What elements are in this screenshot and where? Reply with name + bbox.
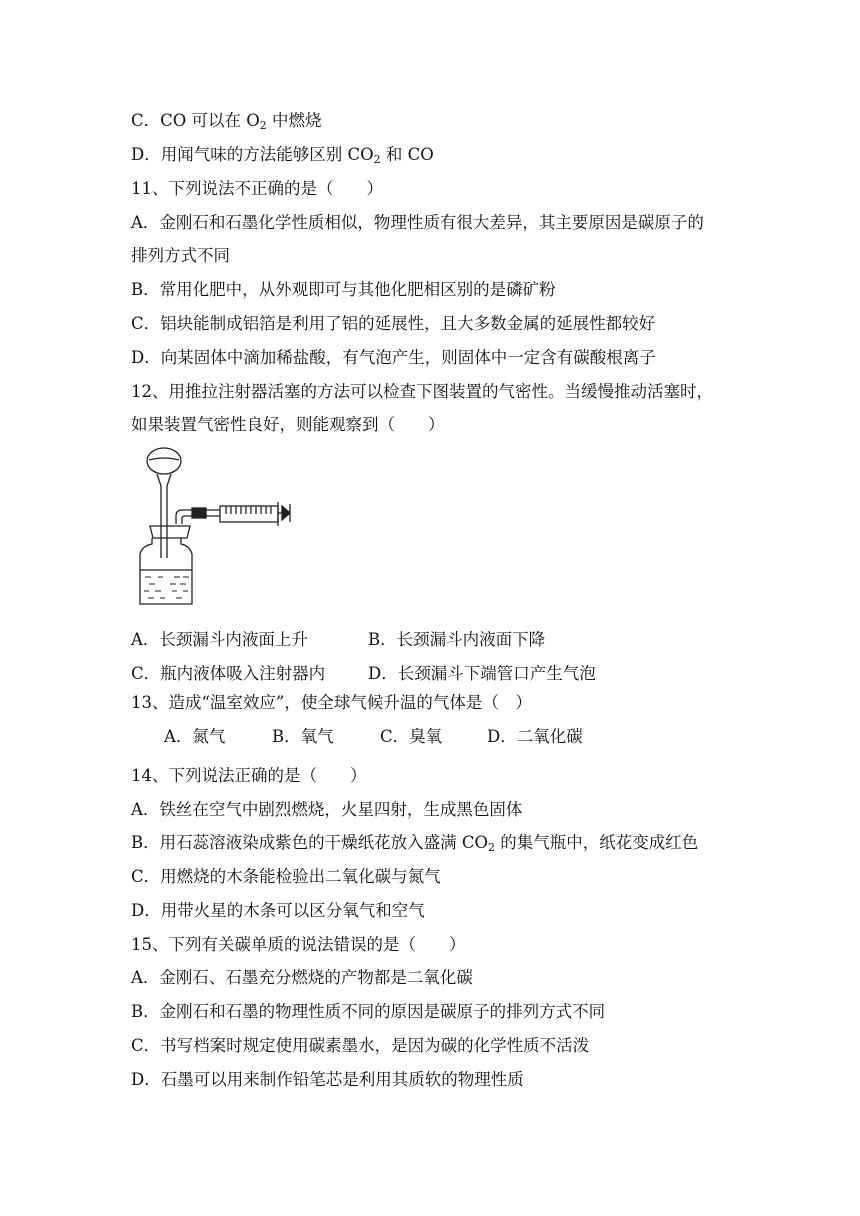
option-11a-continued: 排列方式不同: [131, 246, 230, 265]
question-12-stem: 12、用推拉注射器活塞的方法可以检查下图装置的气密性。当缓慢推动活塞时，: [131, 382, 713, 401]
option-15b: B．金刚石和石墨的物理性质不同的原因是碳原子的排列方式不同: [131, 1002, 606, 1021]
option-15d: D．石墨可以用来制作铅笔芯是利用其质软的物理性质: [131, 1070, 524, 1089]
option-13d: D．二氧化碳: [487, 727, 583, 746]
option-15c: C．书写档案时规定使用碳素墨水，是因为碳的化学性质不活泼: [131, 1036, 590, 1055]
option-14c: C．用燃烧的木条能检验出二氧化碳与氮气: [131, 867, 441, 886]
option-12b: B．长颈漏斗内液面下降: [368, 630, 546, 649]
option-12c: C．瓶内液体吸入注射器内: [131, 664, 326, 683]
option-14d: D．用带火星的木条可以区分氧气和空气: [131, 901, 425, 920]
question-12-stem-continued: 如果装置气密性良好，则能观察到（ ）: [131, 415, 445, 434]
funnel-bottle-syringe-apparatus-icon: [130, 446, 305, 612]
option-13c: C．臭氧: [380, 727, 443, 746]
option-11b: B．常用化肥中，从外观即可与其他化肥相区别的是磷矿粉: [131, 280, 556, 299]
question-15-stem: 15、下列有关碳单质的说法错误的是（ ）: [131, 935, 466, 954]
option-10d: D．用闻气味的方法能够区别 $CO_2$ 和 CO: [131, 145, 434, 166]
option-11a: A．金刚石和石墨化学性质相似，物理性质有很大差异，其主要原因是碳原子的: [131, 213, 704, 232]
option-14a: A．铁丝在空气中剧烈燃烧，火星四射，生成黑色固体: [131, 800, 523, 819]
option-10c: C．CO 可以在 $O_2$ 中燃烧: [131, 111, 322, 132]
question-11-stem: 11、下列说法不正确的是（ ）: [131, 179, 383, 198]
option-11c: C．铝块能制成铝箔是利用了铝的延展性，且大多数金属的延展性都较好: [131, 314, 656, 333]
question-14-stem: 14、下列说法正确的是（ ）: [131, 766, 367, 785]
option-14b: B．用石蕊溶液染成紫色的干燥纸花放入盛满 $CO_2$ 的集气瓶中，纸花变成红色: [131, 833, 699, 854]
option-15a: A．金刚石、石墨充分燃烧的产物都是二氧化碳: [131, 968, 473, 987]
question-13-stem: 13、造成“温室效应”，使全球气候升温的气体是（ ）: [131, 693, 532, 712]
option-13b: B．氧气: [272, 727, 334, 746]
option-13a: A．氮气: [164, 727, 226, 746]
option-12d: D．长颈漏斗下端管口产生气泡: [368, 664, 596, 683]
option-12a: A．长颈漏斗内液面上升: [131, 630, 308, 649]
option-11d: D．向某固体中滴加稀盐酸，有气泡产生，则固体中一定含有碳酸根离子: [131, 348, 656, 367]
